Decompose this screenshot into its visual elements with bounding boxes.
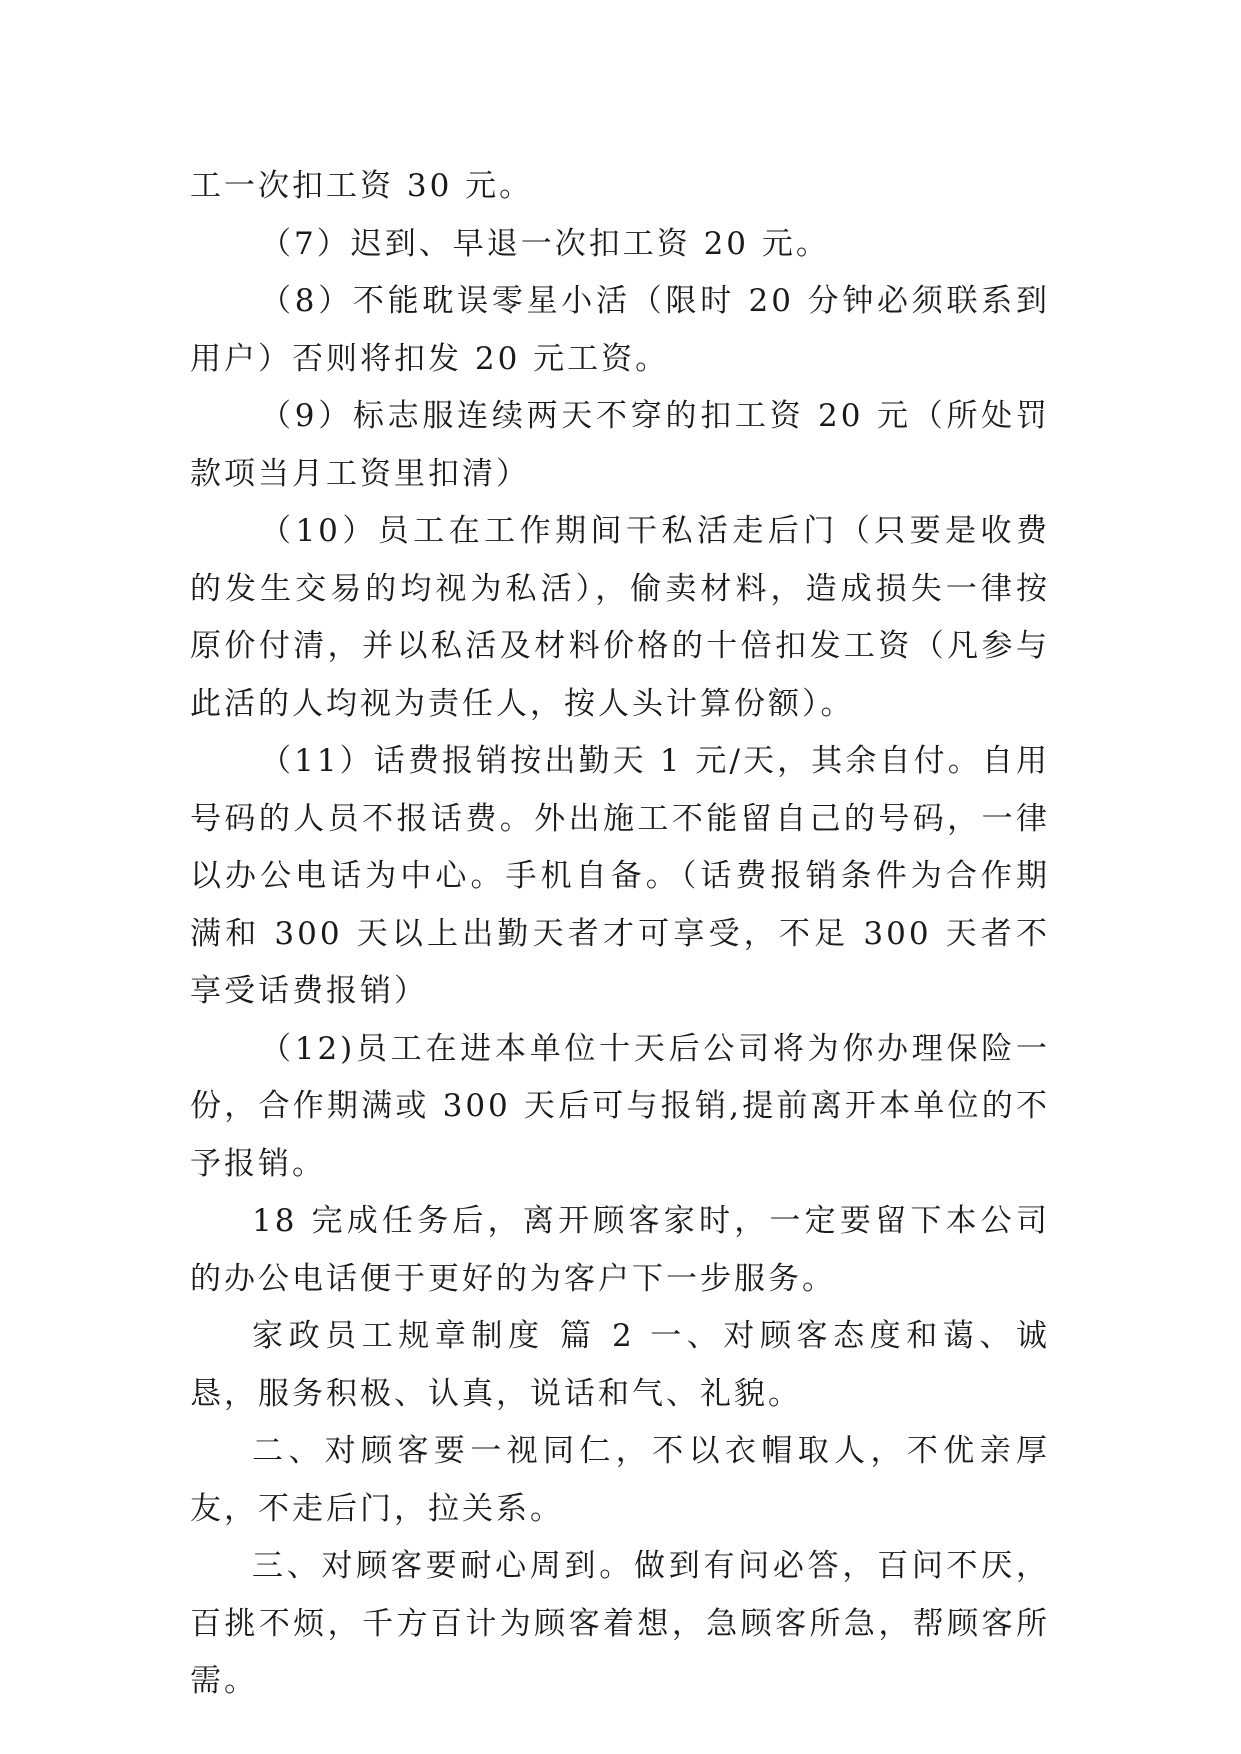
paragraph-rule-11: （11）话费报销按出勤天 1 元/天，其余自付。自用号码的人员不报话费。外出施工不能留自己的号码，一律以办公电话为中心。手机自备。（话费报销条件为合作期满和 300 天以上出勤天者才可享受，不足 300 天者不享受话费报销） xyxy=(190,743,1050,1009)
document-body xyxy=(190,158,1050,1711)
paragraph-rule-8: （8）不能耽误零星小活（限时 20 分钟必须联系到用户）否则将扣发 20 元工资。 xyxy=(190,283,1050,377)
paragraph-rule-9: （9）标志服连续两天不穿的扣工资 20 元（所处罚款项当月工资里扣清） xyxy=(190,398,1050,492)
paragraph-section-2-point-1: 家政员工规章制度 篇 2 一、对顾客态度和蔼、诚恳，服务积极、认真，说话和气、礼貌。 xyxy=(190,1318,1050,1412)
paragraph-item-18: 18 完成任务后，离开顾客家时，一定要留下本公司的办公电话便于更好的为客户下一步服务。 xyxy=(190,1203,1050,1297)
paragraph-section-2-point-3: 三、对顾客要耐心周到。做到有问必答，百问不厌，百挑不烦，千方百计为顾客着想，急顾客所急，帮顾客所需。 xyxy=(190,1548,1050,1699)
paragraph-rule-10: （10）员工在工作期间干私活走后门（只要是收费的发生交易的均视为私活），偷卖材料，造成损失一律按原价付清，并以私活及材料价格的十倍扣发工资（凡参与此活的人均视为责任人，按人头计算份额）。 xyxy=(190,513,1050,722)
paragraph-rule-7: （7）迟到、早退一次扣工资 20 元。 xyxy=(260,225,830,262)
paragraph-rule-12: （12)员工在进本单位十天后公司将为你办理保险一份，合作期满或 300 天后可与报销,提前离开本单位的不予报销。 xyxy=(190,1030,1050,1182)
paragraph-continuation: 工一次扣工资 30 元。 xyxy=(190,168,534,204)
paragraph-section-2-point-2: 二、对顾客要一视同仁，不以衣帽取人，不优亲厚友，不走后门，拉关系。 xyxy=(190,1433,1050,1527)
